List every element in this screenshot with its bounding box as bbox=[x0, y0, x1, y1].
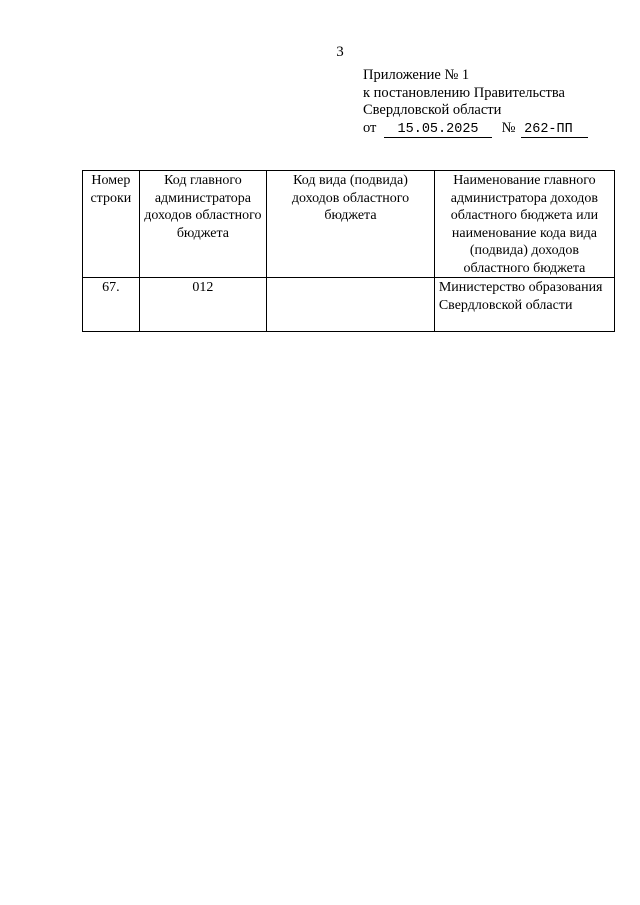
appendix-resolution-line: к постановлению Правительства bbox=[363, 84, 565, 101]
table-row bbox=[83, 278, 615, 332]
revenue-table bbox=[82, 170, 615, 332]
appendix-title: Приложение № 1 bbox=[363, 67, 470, 83]
appendix-region-line: Свердловской области bbox=[363, 102, 502, 118]
header-name: Наименование главного администратора доходов областного бюджета или наименование кода вида (подвида) доходов областного бюджета bbox=[434, 171, 614, 278]
resolution-number: 262-ПП bbox=[521, 122, 588, 138]
cell-revenue-code bbox=[267, 278, 435, 332]
table-header-row bbox=[83, 171, 615, 278]
header-admin-code: Код главного администратора доходов областного бюджета bbox=[139, 171, 266, 278]
cell-name: Министерство образования Свердловской области bbox=[434, 278, 614, 332]
appendix-date-line bbox=[363, 120, 588, 138]
cell-row-number: 67. bbox=[83, 278, 140, 332]
header-row-number: Номер строки bbox=[83, 171, 140, 278]
header-revenue-code: Код вида (подвида) доходов областного бюджета bbox=[267, 171, 435, 278]
number-prefix: № bbox=[501, 119, 516, 136]
appendix-block bbox=[363, 67, 588, 138]
date-prefix: от bbox=[363, 119, 377, 136]
resolution-date: 15.05.2025 bbox=[384, 122, 492, 138]
cell-admin-code: 012 bbox=[139, 278, 266, 332]
page-number: 3 bbox=[336, 44, 344, 60]
